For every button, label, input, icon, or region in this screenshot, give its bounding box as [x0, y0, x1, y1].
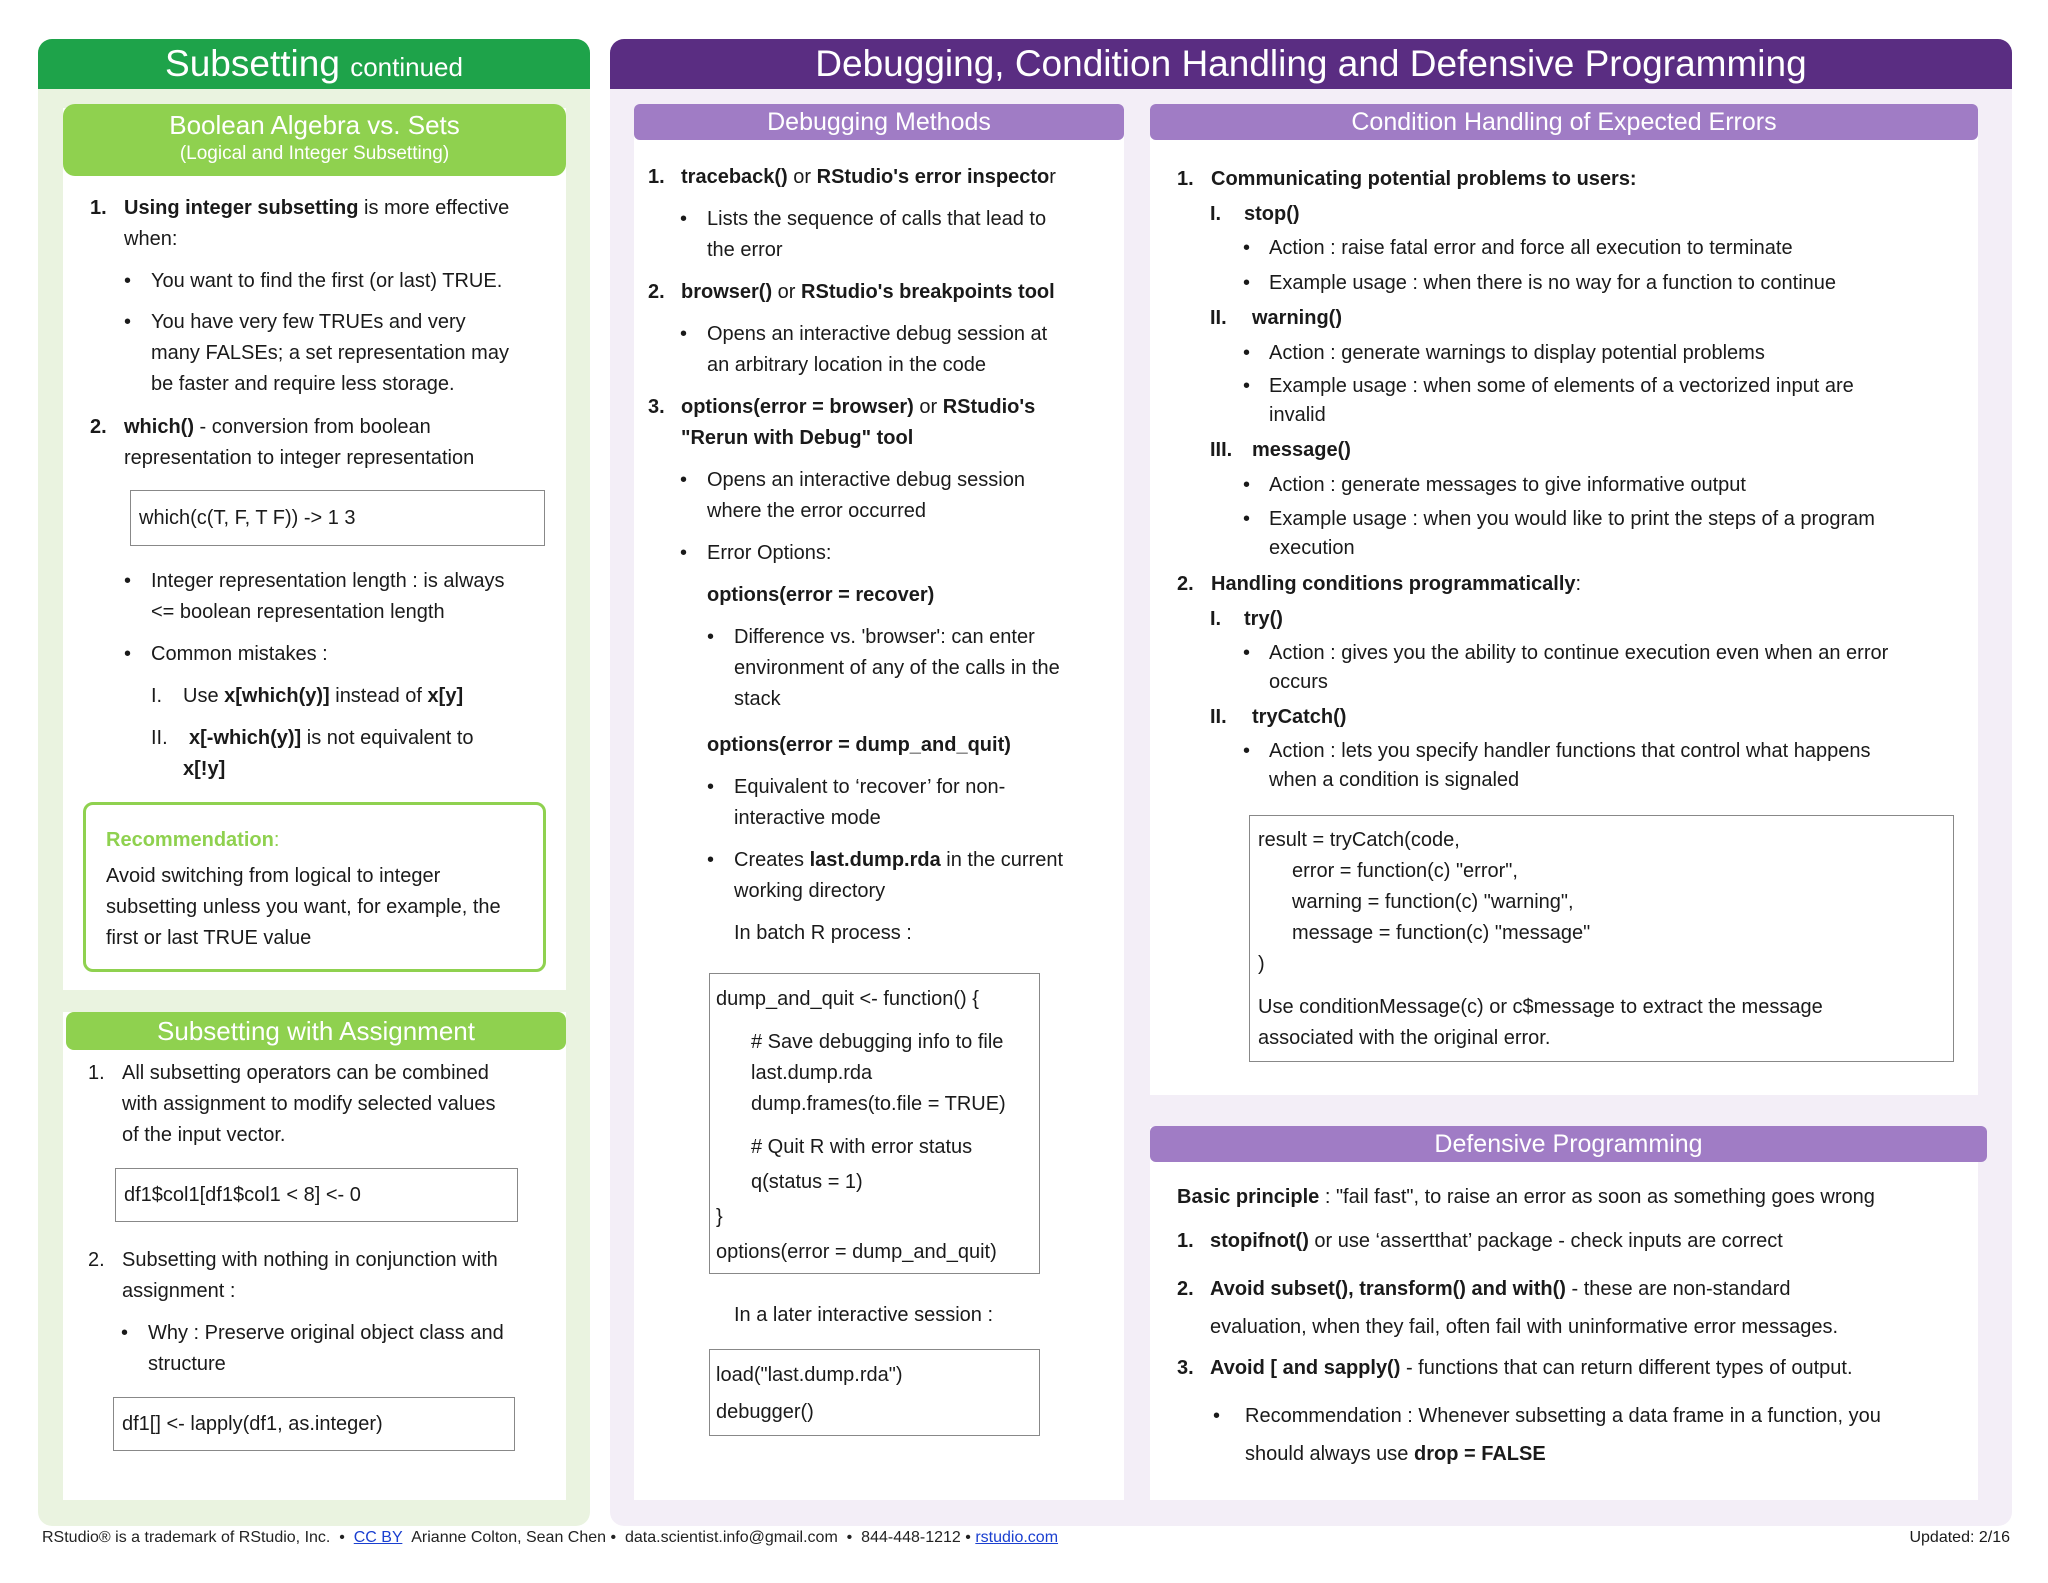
debug-item-2: 2. browser() or RStudio's breakpoints tool [648, 281, 1055, 303]
load-code-box: load("last.dump.rda") debugger() [709, 1349, 1040, 1436]
right-section-title: Debugging, Condition Handling and Defensive Programming [610, 39, 2012, 89]
batch-label: In batch R process : [734, 922, 912, 944]
rstudio-link[interactable]: rstudio.com [975, 1529, 1059, 1546]
cond-item-1: 1. Communicating potential problems to users: [1177, 168, 1637, 190]
cond-stop: I. stop() [1210, 203, 1300, 225]
cond-try-bullet-1: • Action : gives you the ability to continue execution even when an error occurs [1243, 642, 1889, 693]
debug-bullet-3: • Opens an interactive debug session where the error occurred [680, 469, 1025, 522]
debugging-card-title: Debugging Methods [634, 104, 1124, 140]
error-option-dump: options(error = dump_and_quit) [707, 734, 1011, 756]
assign-item-1: 1. All subsetting operators can be combined with assignment to modify selected values of the input vector. [88, 1062, 496, 1146]
condition-card-title: Condition Handling of Expected Errors [1150, 104, 1978, 140]
cond-message-bullet-2: • Example usage : when you would like to print the steps of a program execution [1243, 508, 1875, 559]
assign-code-box-2: df1[] <- lapply(df1, as.integer) [113, 1397, 515, 1451]
assign-item-2: 2. Subsetting with nothing in conjunction with assignment : [88, 1249, 498, 1302]
debug-bullet-4: • Error Options: [680, 542, 832, 564]
updated-date: Updated: 2/16 [1909, 1529, 2010, 1546]
defensive-item-3: 3. Avoid [ and sapply() - functions that can return different types of output. [1177, 1357, 1853, 1379]
boolean-bullet-4: • Common mistakes : [124, 643, 328, 665]
cc-by-link[interactable]: CC BY [353, 1529, 403, 1546]
dump-code-box: dump_and_quit <- function() { # Save debugging info to file last.dump.rda dump.frames(to.file = TRUE) # Quit R with error status q(status = 1) } options(error = dump_and_quit) [709, 973, 1040, 1274]
boolean-card-title: Boolean Algebra vs. Sets [169, 110, 460, 140]
boolean-bullet-3: • Integer representation length : is always <= boolean representation length [124, 570, 505, 623]
left-section-title: Subsetting continued [38, 39, 590, 89]
debug-bullet-7: • Creates last.dump.rda in the current working directory [707, 849, 1064, 902]
cond-stop-bullet-1: • Action : raise fatal error and force all execution to terminate [1243, 237, 1793, 259]
common-mistake-2: II. x[-which(y)] is not equivalent to x[!y] [151, 727, 474, 780]
which-code-box: which(c(T, F, T F)) -> 1 3 [130, 490, 545, 546]
cond-try: I. try() [1210, 608, 1283, 630]
cond-warning: II. warning() [1210, 307, 1342, 329]
cond-message-bullet-1: • Action : generate messages to give informative output [1243, 474, 1746, 496]
cond-item-2: 2. Handling conditions programmatically: [1177, 573, 1582, 595]
boolean-item-2: 2. which() - conversion from boolean representation to integer representation [90, 416, 475, 469]
debug-bullet-1: • Lists the sequence of calls that lead to the error [680, 208, 1047, 261]
debug-bullet-5: • Difference vs. 'browser': can enter environment of any of the calls in the stack [707, 626, 1060, 710]
defensive-basic-principle: Basic principle : "fail fast", to raise an error as soon as something goes wrong [1177, 1186, 1875, 1208]
assign-bullet-1: • Why : Preserve original object class and structure [121, 1322, 504, 1375]
error-option-recover: options(error = recover) [707, 584, 935, 606]
boolean-bullet-2: • You have very few TRUEs and very many FALSEs; a set representation may be faster and require less storage. [124, 311, 509, 395]
cond-warning-bullet-2: • Example usage : when some of elements of a vectorized input are invalid [1243, 375, 1854, 426]
debug-item-1: 1. traceback() or RStudio's error inspector [648, 166, 1056, 188]
defensive-card-title: Defensive Programming [1150, 1126, 1987, 1162]
recommendation-text: Avoid switching from logical to integer subsetting unless you want, for example, the first or last TRUE value [106, 865, 501, 949]
defensive-bullet-1: • Recommendation : Whenever subsetting a data frame in a function, you should always use drop = FALSE [1213, 1405, 1881, 1465]
cond-warning-bullet-1: • Action : generate warnings to display potential problems [1243, 342, 1765, 364]
debug-item-3: 3. options(error = browser) or RStudio's "Rerun with Debug" tool [648, 396, 1036, 449]
cond-trycatch: II. tryCatch() [1210, 706, 1347, 728]
common-mistake-1: I. Use x[which(y)] instead of x[y] [151, 685, 464, 707]
assignment-card-title: Subsetting with Assignment [66, 1012, 566, 1050]
cond-stop-bullet-2: • Example usage : when there is no way for a function to continue [1243, 272, 1837, 294]
recommendation-box: Recommendation: Avoid switching from logical to integer subsetting unless you want, for example, the first or last TRUE value [83, 802, 546, 972]
boolean-item-1: 1. Using integer subsetting is more effective when: [90, 197, 510, 250]
later-session-label: In a later interactive session : [734, 1304, 994, 1326]
debug-bullet-6: • Equivalent to ‘recover’ for non- interactive mode [707, 776, 1006, 829]
debug-bullet-2: • Opens an interactive debug session at an arbitrary location in the code [680, 323, 1048, 376]
recommendation-title: Recommendation [106, 829, 274, 851]
boolean-card-header [63, 104, 566, 176]
assign-code-box-1: df1$col1[df1$col1 < 8] <- 0 [115, 1168, 518, 1222]
defensive-item-1: 1. stopifnot() or use ‘assertthat’ package - check inputs are correct [1177, 1230, 1783, 1252]
cond-message: III. message() [1210, 439, 1351, 461]
boolean-card-subtitle: (Logical and Integer Subsetting) [179, 143, 450, 164]
cond-trycatch-bullet-1: • Action : lets you specify handler functions that control what happens when a condition is signaled [1243, 740, 1871, 791]
boolean-bullet-1: • You want to find the first (or last) TRUE. [124, 270, 503, 292]
defensive-item-2: 2. Avoid subset(), transform() and with() - these are non-standard evaluation, when they fail, often fail with uninformative error messages. [1177, 1278, 1839, 1338]
footer: RStudio® is a trademark of RStudio, Inc. • CC BY Arianne Colton, Sean Chen • data.scientist.info@gmail.com • 844-448-1212 • rstudio.com [42, 1529, 1059, 1546]
trycatch-code-box: result = tryCatch(code, error = function(c) "error", warning = function(c) "warning", message = function(c) "message" ) Use conditionMessage(c) or c$message to extract the message associated with the original error. [1249, 815, 1954, 1062]
